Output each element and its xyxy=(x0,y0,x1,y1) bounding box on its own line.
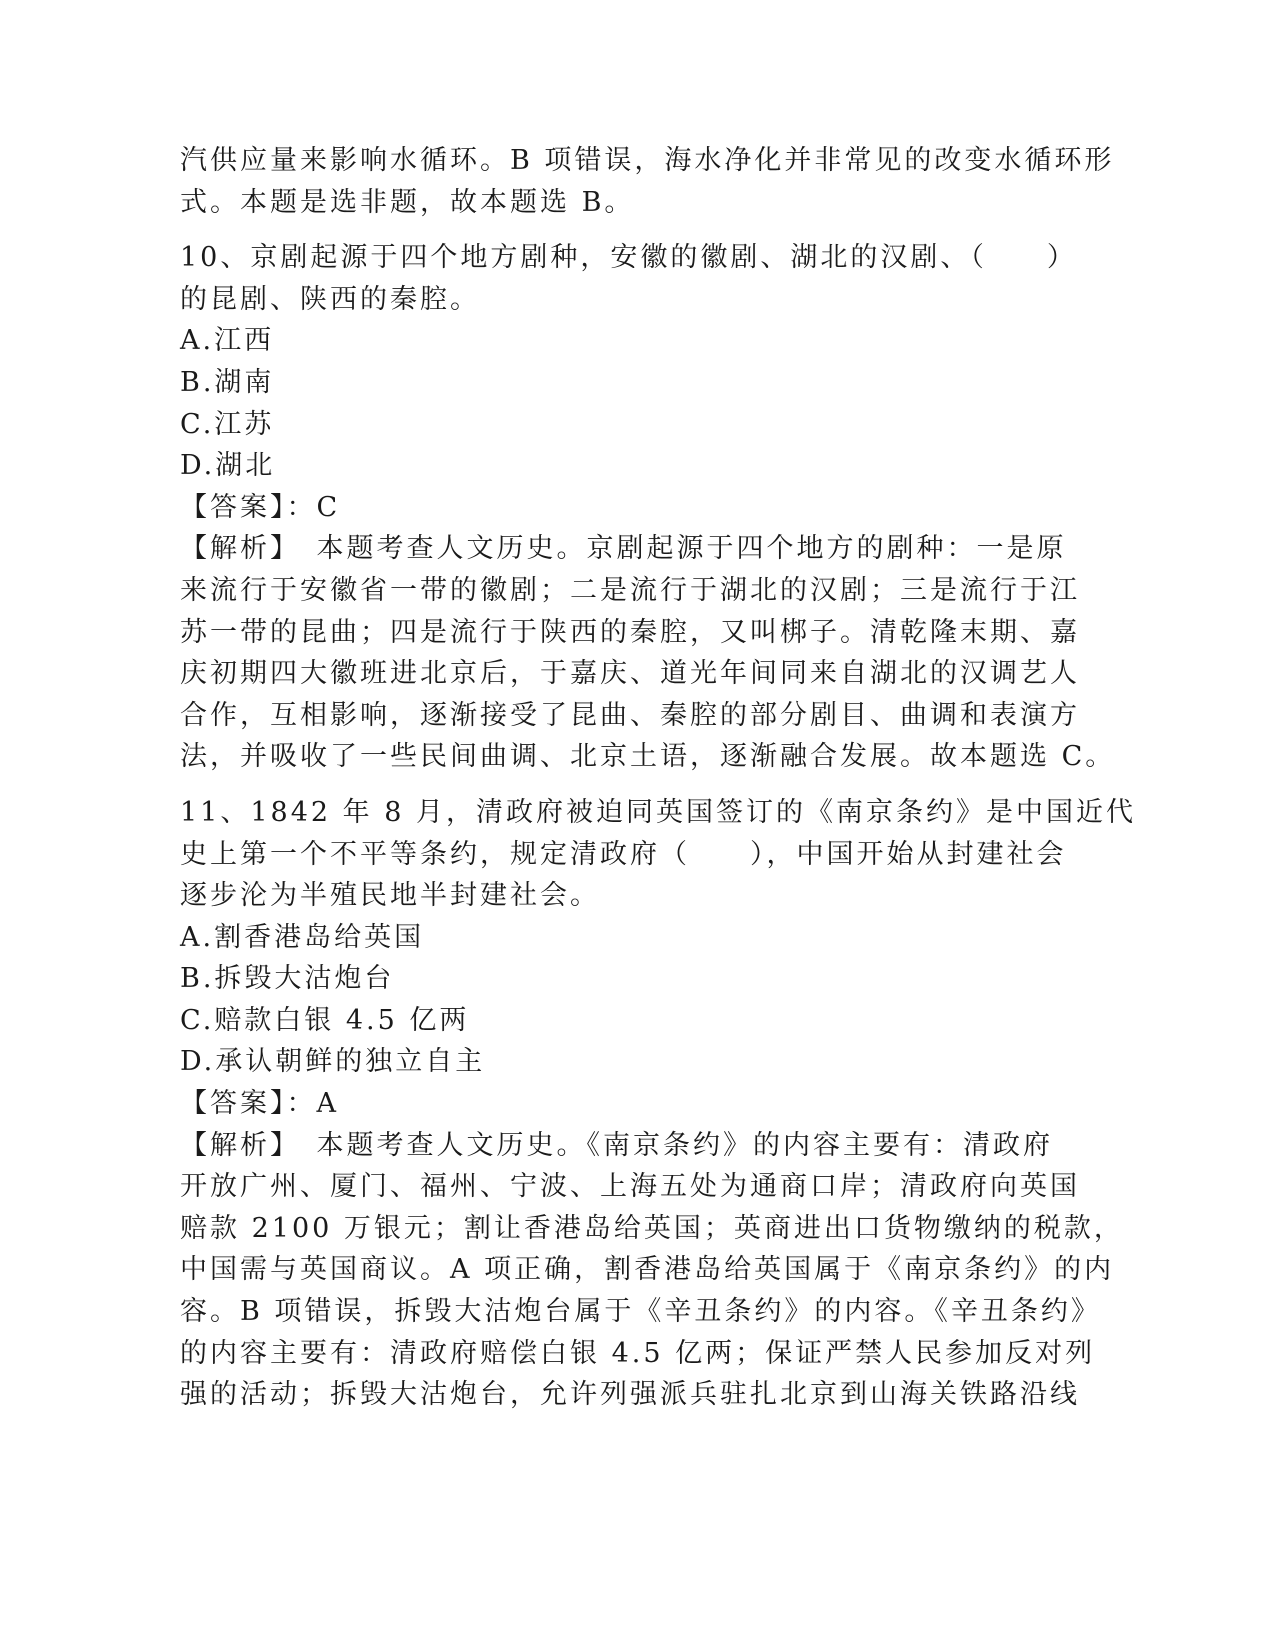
analysis-line: 法，并吸收了一些民间曲调、北京土语，逐渐融合发展。故本题选 C。 xyxy=(180,741,1116,773)
analysis-line: 庆初期四大徽班进北京后，于嘉庆、道光年间同来自湖北的汉调艺人 xyxy=(180,658,1080,690)
option-c: C.江苏 xyxy=(180,408,275,440)
option-a: A.割香港岛给英国 xyxy=(180,921,425,953)
analysis-line: 【解析】 本题考查人文历史。《南京条约》的内容主要有：清政府 xyxy=(180,1129,1053,1161)
document-page xyxy=(180,140,1136,1416)
option-d: D.承认朝鲜的独立自主 xyxy=(180,1046,486,1078)
analysis-line: 中国需与英国商议。A 项正确，割香港岛给英国属于《南京条约》的内 xyxy=(180,1254,1115,1286)
text-line: 汽供应量来影响水循环。B 项错误，海水净化并非常见的改变水循环形 xyxy=(180,145,1115,176)
analysis-line: 合作，互相影响，逐渐接受了昆曲、秦腔的部分剧目、曲调和表演方 xyxy=(180,699,1080,731)
option-d: D.湖北 xyxy=(180,450,276,482)
analysis-line: 来流行于安徽省一带的徽剧；二是流行于湖北的汉剧；三是流行于江 xyxy=(180,574,1080,606)
question-stem-line: 11、1842 年 8 月，清政府被迫同英国签订的《南京条约》是中国近代 xyxy=(180,796,1136,828)
option-a: A.江西 xyxy=(180,325,275,357)
analysis-line: 赔款 2100 万银元；割让香港岛给英国；英商进出口货物缴纳的税款， xyxy=(180,1212,1124,1244)
answer-line: 【答案】：C xyxy=(180,491,341,523)
option-b: B.拆毁大沽炮台 xyxy=(180,963,395,995)
question-11 xyxy=(180,792,1136,1416)
option-b: B.湖南 xyxy=(180,366,275,398)
question-stem-line: 逐步沦为半殖民地半封建社会。 xyxy=(180,880,600,912)
question-stem-line: 史上第一个不平等条约，规定清政府（ ），中国开始从封建社会 xyxy=(180,838,1067,870)
analysis-line: 苏一带的昆曲；四是流行于陕西的秦腔，又叫梆子。清乾隆末期、嘉 xyxy=(180,616,1080,648)
intro-paragraph xyxy=(180,140,1115,223)
analysis-line: 的内容主要有：清政府赔偿白银 4.5 亿两；保证严禁人民参加反对列 xyxy=(180,1337,1096,1369)
question-10 xyxy=(180,237,1116,778)
option-c: C.赔款白银 4.5 亿两 xyxy=(180,1004,470,1036)
question-stem-line: 10、京剧起源于四个地方剧种，安徽的徽剧、湖北的汉剧、（ ） xyxy=(180,242,1077,274)
answer-line: 【答案】：A xyxy=(180,1088,339,1120)
analysis-line: 开放广州、厦门、福州、宁波、上海五处为通商口岸；清政府向英国 xyxy=(180,1171,1080,1203)
question-stem-line: 的昆剧、陕西的秦腔。 xyxy=(180,283,480,315)
analysis-line: 强的活动；拆毁大沽炮台，允许列强派兵驻扎北京到山海关铁路沿线 xyxy=(180,1379,1080,1411)
text-line: 式。本题是选非题，故本题选 B。 xyxy=(180,186,635,218)
analysis-line: 容。B 项错误，拆毁大沽炮台属于《辛丑条约》的内容。《辛丑条约》 xyxy=(180,1296,1101,1328)
analysis-line: 【解析】 本题考查人文历史。京剧起源于四个地方的剧种：一是原 xyxy=(180,533,1067,565)
